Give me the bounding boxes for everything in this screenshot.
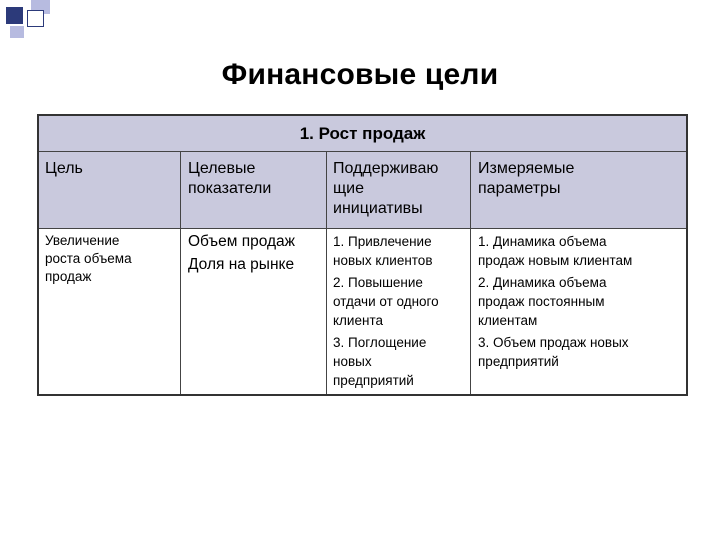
decor-square-outline (27, 10, 44, 27)
measure-item: 2. Динамика объема продаж постоянным клиентам (478, 275, 607, 328)
column-header-targets: Целевые показатели (188, 160, 272, 197)
initiative-item: 2. Повышение отдачи от одного клиента (333, 275, 439, 328)
initiative-item: 1. Привлечение новых клиентов (333, 234, 433, 268)
column-header-initiatives: Поддерживаю щие инициативы (333, 160, 439, 217)
column-header-goal: Цель (45, 160, 83, 177)
cell-measures (478, 232, 683, 371)
goals-table (37, 114, 688, 396)
table-header: 1. Рост продаж (39, 116, 686, 152)
decor-square-navy (6, 7, 23, 24)
cell-goal: Увеличение роста объема продаж (45, 233, 132, 284)
column-divider (180, 152, 181, 394)
cell-initiatives (333, 232, 469, 390)
column-divider (326, 152, 327, 394)
measure-item: 3. Объем продаж новых предприятий (478, 335, 629, 369)
cell-targets: Объем продаж Доля на рынке (188, 233, 296, 273)
column-header-measures: Измеряемые параметры (478, 160, 575, 197)
column-divider (470, 152, 471, 394)
decor-square-lavender-small (10, 26, 24, 38)
measure-item: 1. Динамика объема продаж новым клиентам (478, 234, 633, 268)
initiative-item: 3. Поглощение новых предприятий (333, 335, 427, 388)
slide-title: Финансовые цели (221, 58, 499, 91)
